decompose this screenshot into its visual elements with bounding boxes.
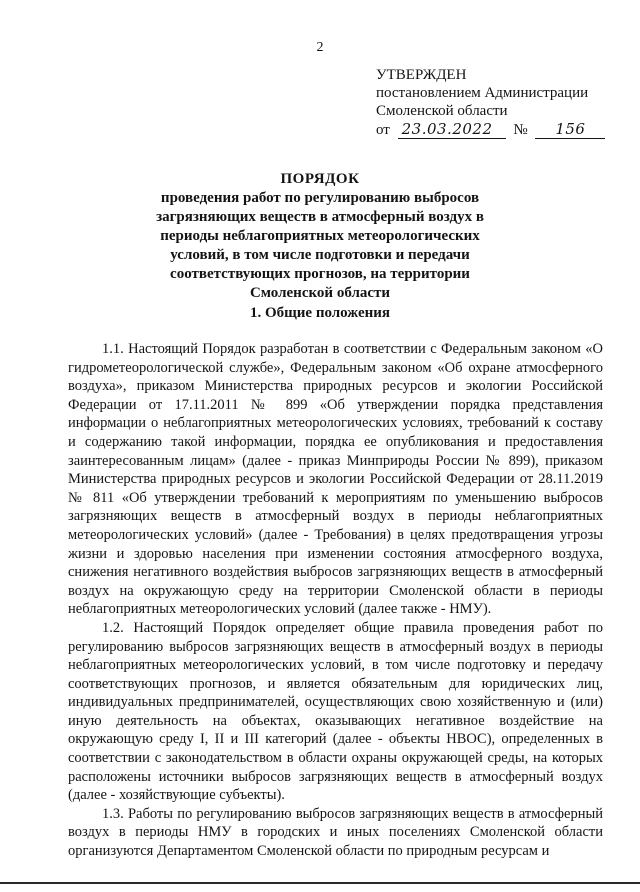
number-prefix: № — [513, 122, 528, 138]
title-subtitle: проведения работ по регулированию выбросов загрязняющих веществ в атмосферный воздух в периоды неблагоприятных метеорологических условий, в том числе подготовки и передачи соответствующих прогнозов, на территории Смоленской области — [156, 190, 484, 301]
paragraph-1-3: 1.3. Работы по регулированию выбросов загрязняющих веществ в атмосферный воздух в периоды НМУ в городских и иных поселениях Смоленской области организуются Департаментом Смоленской области по природным ресурсам и — [68, 805, 603, 860]
paragraph-1-2: 1.2. Настоящий Порядок определяет общие правила проведения работ по регулированию выбросов загрязняющих веществ в атмосферный воздух в периоды неблагоприятных метеорологических условий, в том числе подготовку и передачу соответствующих прогнозов, и является обязательным для юридических лиц, индивидуальных предпринимателей, осуществляющих свою хозяйственную и (или) иную деятельность на объектах, оказывающих негативное воздействие на окружающую среду I, II и III категорий (далее - объекты НВОС), определенных в соответствии с законодательством в области охраны окружающей среды, на которых расположены источники выбросов загрязняющих веществ в атмосферный воздух (далее - хозяйствующие субъекты). — [68, 619, 603, 804]
title-main: ПОРЯДОК — [280, 171, 360, 187]
approval-line-1: постановлением Администрации — [376, 85, 589, 101]
paragraph-1-1: 1.1. Настоящий Порядок разработан в соответствии с Федеральным законом «О гидрометеорологической службе», Федеральным законом «Об охране атмосферного воздуха», приказом Министерства природных ресурсов и экологии Российской Федерации от 17.11.2011 № 899 «Об утверждении порядка представления информации о неблагоприятных метеорологических условиях, требований к составу и содержанию такой информации, порядка ее опубликования и предоставления заинтересованным лицам» (далее - приказ Минприроды России № 899), приказом Министерства природных ресурсов и экологии Российской Федерации от 28.11.2019 № 811 «Об утверждении требований к мероприятиям по уменьшению выбросов загрязняющих веществ в атмосферный воздух в периоды неблагоприятных метеорологических условий» (далее - Требования) в целях предотвращения угрозы жизни и здоровью населения при изменении состояния атмосферного воздуха, снижения негативного воздействия выбросов загрязняющих веществ в атмосферный воздух на окружающую среду на территории Смоленской области в периоды неблагоприятных метеорологических условий (далее также - НМУ). — [68, 341, 603, 618]
approval-date-line — [376, 120, 626, 139]
handwritten-date: 23.03.2022 — [398, 120, 506, 139]
handwritten-number: 156 — [535, 120, 605, 139]
scan-edge-line — [0, 882, 640, 884]
page-number: 2 — [316, 40, 324, 55]
approval-status: УТВЕРЖДЕН — [376, 67, 467, 83]
section-heading: 1. Общие положения — [249, 305, 391, 321]
document-title — [0, 170, 640, 303]
date-prefix: от — [376, 122, 390, 138]
approval-block — [376, 66, 626, 139]
body-text — [68, 340, 603, 861]
approval-line-2: Смоленской области — [376, 103, 508, 119]
